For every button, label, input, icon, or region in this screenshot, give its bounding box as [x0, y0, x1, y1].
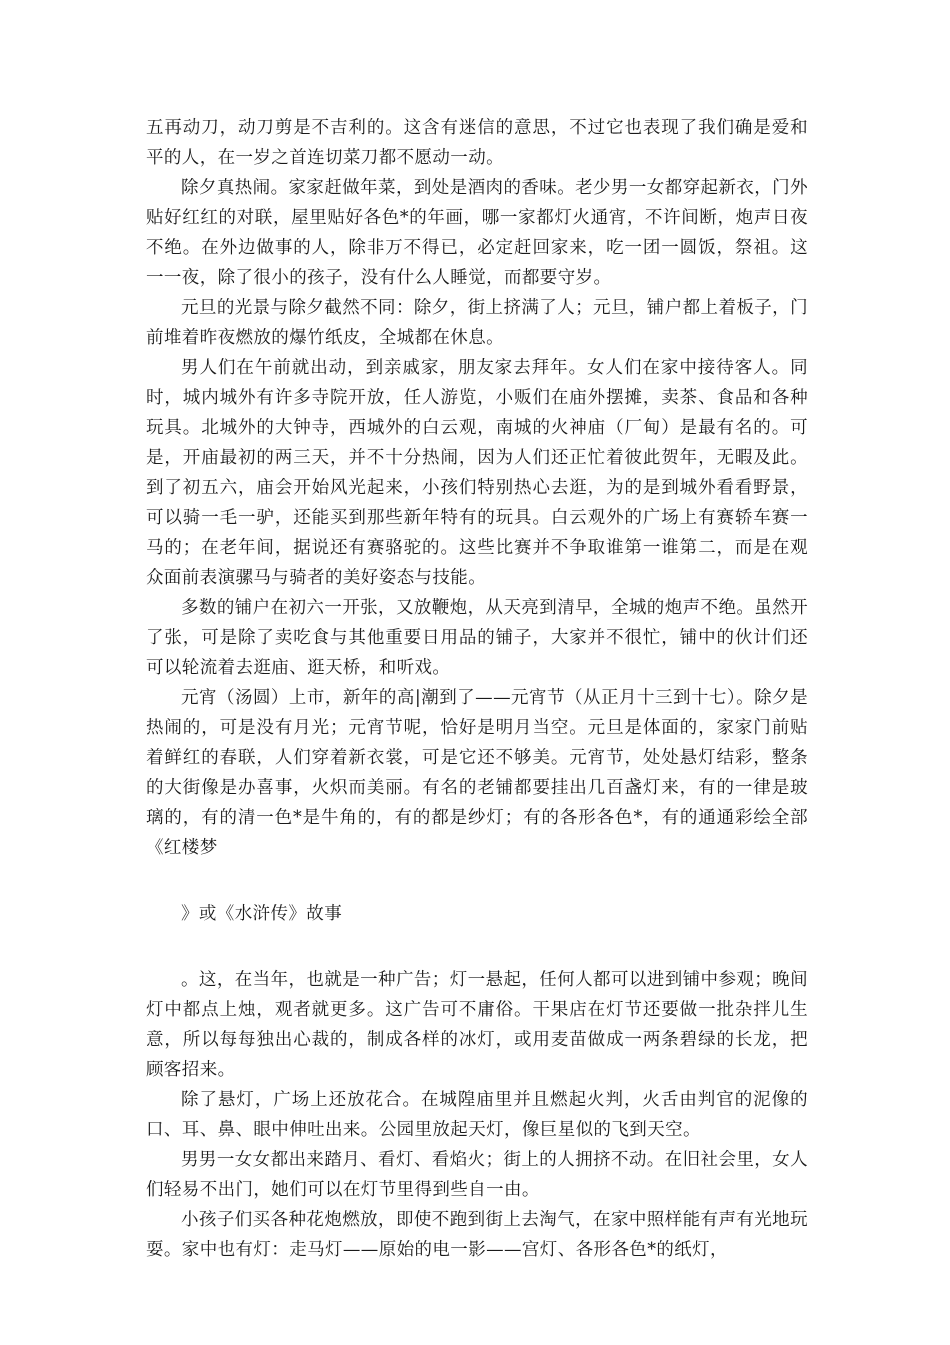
- paragraph-5: 多数的铺户在初六一开张，又放鞭炮，从天亮到清早，全城的炮声不绝。虽然开了张，可是除了卖吃食与其他重要日用品的铺子，大家并不很忙，铺中的伙计们还可以轮流着去逛庙、逛天桥，和听戏。: [146, 598, 808, 678]
- document-page: [146, 113, 808, 1265]
- paragraph-4: 男人们在午前就出动，到亲戚家，朋友家去拜年。女人们在家中接待客人。同时，城内城外有许多寺院开放，任人游览，小贩们在庙外摆摊，卖茶、食品和各种玩具。北城外的大钟寺，西城外的白云观，南城的火神庙（厂甸）是最有名的。可是，开庙最初的两三天，并不十分热闹，因为人们还正忙着彼此贺年，无暇及此。到了初五六，庙会开始风光起来，小孩们特别热心去逛，为的是到城外看看野景，可以骑一毛一驴，还能买到那些新年特有的玩具。白云观外的广场上有赛轿车赛一马的；在老年间，据说还有赛骆驼的。这些比赛并不争取谁第一谁第二，而是在观众面前表演骡马与骑者的美好姿态与技能。: [146, 358, 808, 588]
- paragraph-6: 元宵（汤圆）上市，新年的高|潮到了——元宵节（从正月十三到十七）。除夕是热闹的，可是没有月光；元宵节呢，恰好是明月当空。元旦是体面的，家家门前贴着鲜红的春联，人们穿着新衣裳，可是它还不够美。元宵节，处处悬灯结彩，整条的大街像是办喜事，火炽而美丽。有名的老铺都要挂出几百盏灯来，有的一律是玻璃的，有的清一色*是牛角的，有的都是纱灯；有的各形各色*，有的通通彩绘全部《红楼梦: [146, 688, 808, 858]
- paragraph-11: 小孩子们买各种花炮燃放，即使不跑到街上去淘气，在家中照样能有声有光地玩耍。家中也有灯：走马灯——原始的电一影——宫灯、各形各色*的纸灯，: [146, 1210, 808, 1260]
- paragraph-2: 除夕真热闹。家家赶做年菜，到处是酒肉的香味。老少男一女都穿起新衣，门外贴好红红的对联，屋里贴好各色*的年画，哪一家都灯火通宵，不许间断，炮声日夜不绝。在外边做事的人，除非万不得已，必定赶回家来，吃一团一圆饭，祭祖。这一一夜，除了很小的孩子，没有什么人睡觉，而都要守岁。: [146, 178, 808, 288]
- paragraph-1: 五再动刀，动刀剪是不吉利的。这含有迷信的意思，不过它也表现了我们确是爱和平的人，在一岁之首连切菜刀都不愿动一动。: [146, 118, 808, 168]
- paragraph-7: 》或《水浒传》故事: [181, 904, 343, 924]
- paragraph-10: 男男一女女都出来踏月、看灯、看焰火；街上的人拥挤不动。在旧社会里，女人们轻易不出门，她们可以在灯节里得到些自一由。: [146, 1150, 808, 1200]
- paragraph-8: 。这，在当年，也就是一种广告；灯一悬起，任何人都可以进到铺中参观；晚间灯中都点上烛，观者就更多。这广告可不庸俗。干果店在灯节还要做一批杂拌儿生意，所以每每独出心裁的，制成各样的冰灯，或用麦苗做成一两条碧绿的长龙，把顾客招来。: [146, 970, 808, 1080]
- paragraph-9: 除了悬灯，广场上还放花合。在城隍庙里并且燃起火判，火舌由判官的泥像的口、耳、鼻、眼中伸吐出来。公园里放起天灯，像巨星似的飞到天空。: [146, 1090, 808, 1140]
- paragraph-3: 元旦的光景与除夕截然不同：除夕，街上挤满了人；元旦，铺户都上着板子，门前堆着昨夜燃放的爆竹纸皮，全城都在休息。: [146, 298, 808, 348]
